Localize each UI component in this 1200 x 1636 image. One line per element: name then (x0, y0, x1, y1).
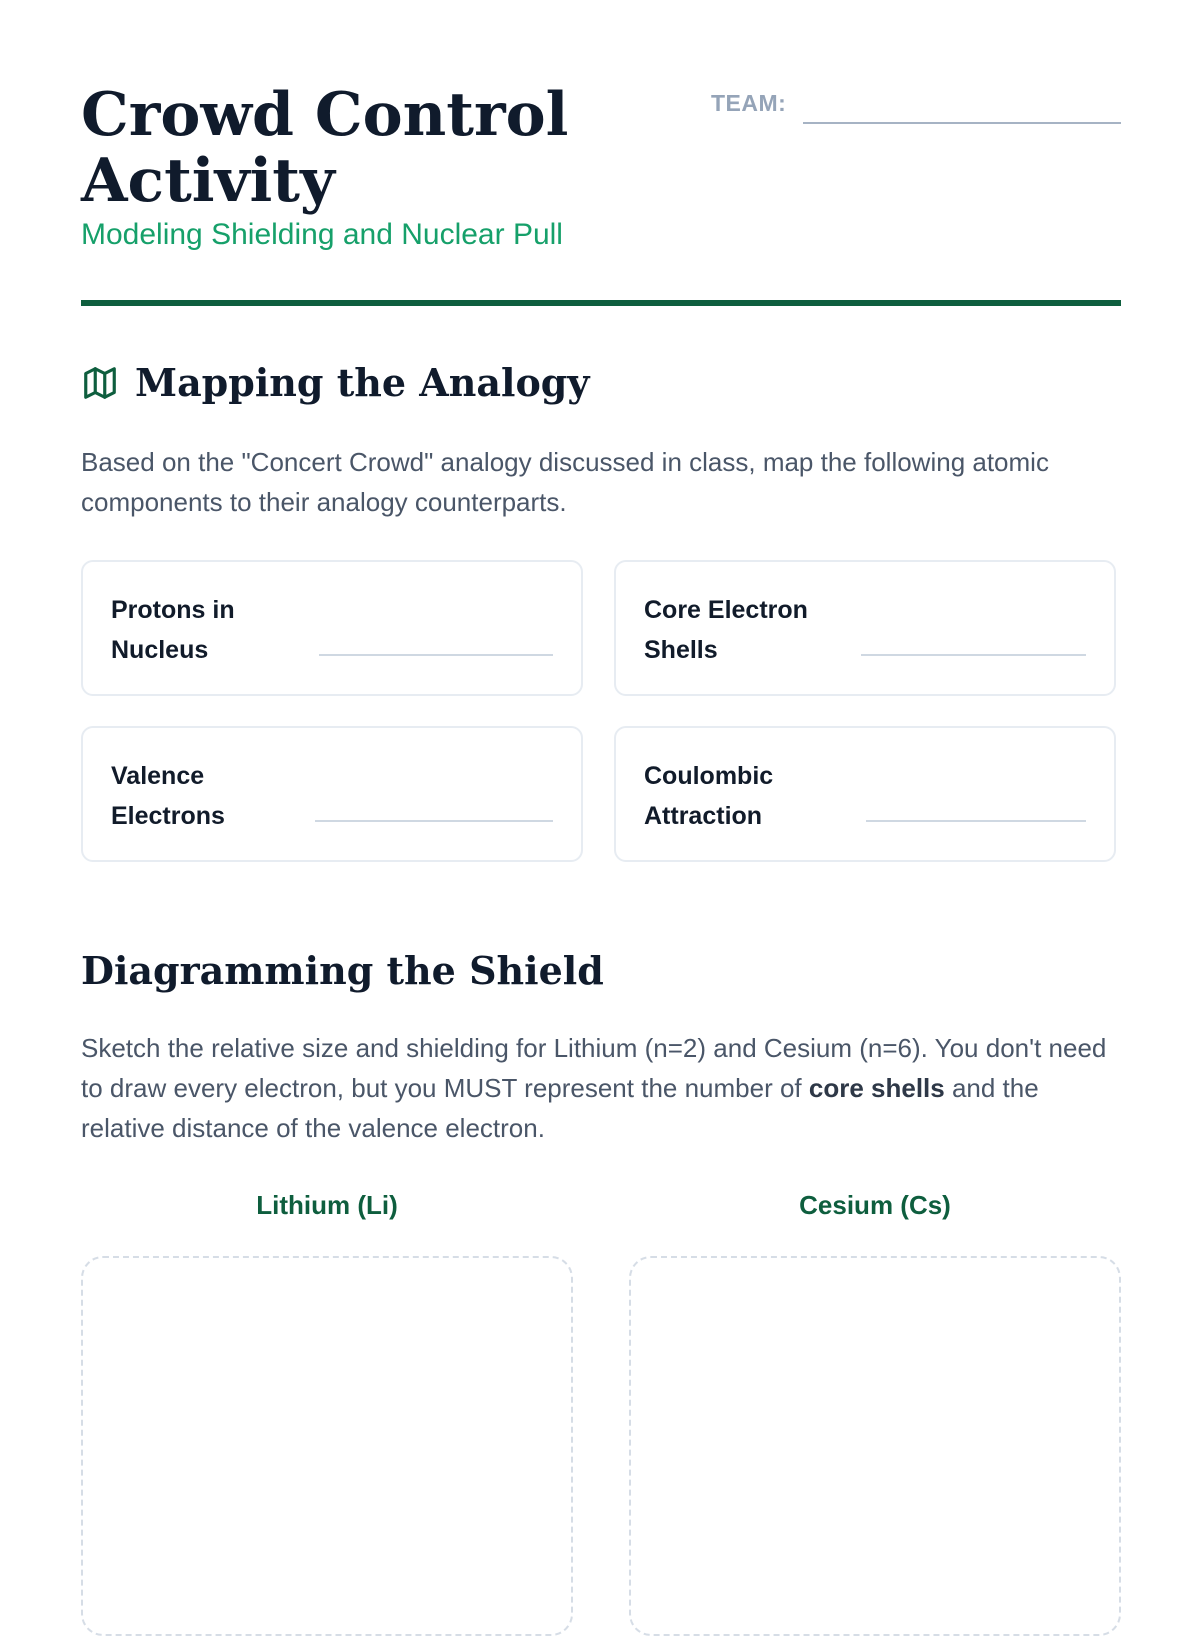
mapping-card-label: Valence Electrons (111, 762, 225, 830)
mapping-card-label: Coulombic Attraction (644, 762, 774, 830)
worksheet-header (81, 82, 1121, 302)
mapping-heading: Mapping the Analogy (135, 360, 590, 405)
lithium-sketch-area[interactable] (81, 1256, 573, 1636)
answer-line[interactable] (866, 820, 1086, 822)
team-label: TEAM: (711, 90, 787, 116)
mapping-card-core-shells (614, 560, 1116, 696)
mapping-instructions: Based on the "Concert Crowd" analogy discussed in class, map the following atomic components to their analogy counterparts. (81, 447, 1049, 517)
cesium-label: Cesium (Cs) (799, 1190, 951, 1220)
page-subtitle: Modeling Shielding and Nuclear Pull (81, 218, 563, 251)
lithium-label: Lithium (Li) (256, 1190, 398, 1220)
diagram-heading: Diagramming the Shield (81, 948, 604, 993)
map-icon (81, 364, 119, 402)
diagram-instructions-text: Sketch the relative size and shielding for Lithium (n=2) and Cesium (n=6). You don't need to draw every electron, but you MUST represent the number of (81, 1033, 1107, 1103)
mapping-card-label: Core Electron Shells (644, 596, 808, 664)
mapping-card-protons (81, 560, 583, 696)
diagram-instructions (81, 1028, 1121, 1148)
mapping-card-valence (81, 726, 583, 862)
page-title: Crowd Control Activity (81, 80, 569, 216)
answer-line[interactable] (319, 654, 553, 656)
answer-line[interactable] (861, 654, 1086, 656)
diagram-section-heading (81, 948, 604, 993)
mapping-card-label: Protons in Nucleus (111, 596, 235, 664)
mapping-section-heading (81, 360, 589, 405)
team-field (711, 86, 1121, 126)
answer-line[interactable] (315, 820, 553, 822)
header-divider (81, 300, 1121, 306)
cesium-sketch-area[interactable] (629, 1256, 1121, 1636)
team-input-line[interactable] (803, 122, 1121, 124)
mapping-card-coulombic (614, 726, 1116, 862)
diagram-instructions-text-end: and the relative distance of the valence electron. (81, 1073, 1039, 1143)
diagram-instructions-emphasis: core shells (808, 1073, 945, 1103)
